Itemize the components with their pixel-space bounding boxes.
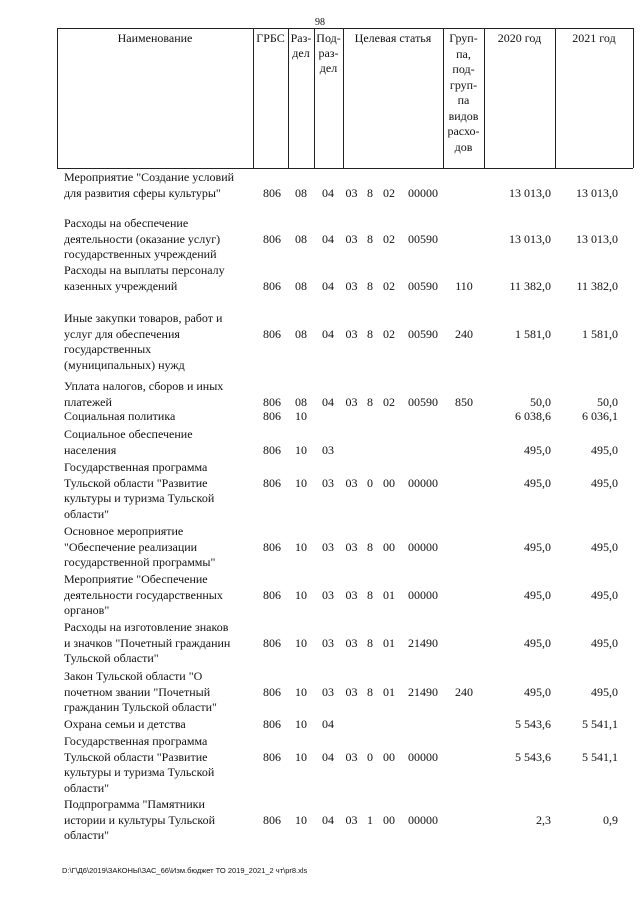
cell-v2020: 495,0 <box>524 475 551 490</box>
cell-grbs: 806 <box>263 394 281 409</box>
row-name <box>64 263 249 294</box>
cell-rz: 10 <box>295 749 307 764</box>
cell-v2021: 5 541,1 <box>582 749 618 764</box>
cell-c1: 03 <box>345 394 358 409</box>
cell-vr: 240 <box>455 326 473 341</box>
cell-grbs: 806 <box>263 475 281 490</box>
cell-c3: 01 <box>383 587 395 602</box>
cell-pr: 04 <box>322 185 334 200</box>
row-name <box>64 170 249 201</box>
cell-c1: 03 <box>345 684 358 699</box>
row-name-line: населения <box>64 442 117 457</box>
row-name <box>64 379 249 410</box>
cell-c4: 00000 <box>408 587 438 602</box>
row-name <box>64 572 249 619</box>
cell-pr: 04 <box>322 231 334 246</box>
cell-c4: 00000 <box>408 812 438 827</box>
row-name-line: Расходы на обеспечение <box>64 216 189 230</box>
cell-v2021: 495,0 <box>591 539 618 554</box>
cell-grbs: 806 <box>263 812 281 827</box>
cell-grbs: 806 <box>263 587 281 602</box>
header-razdel: Раз- дел <box>290 31 312 60</box>
row-name-line: Социальное обеспечение <box>64 427 193 441</box>
row-name-line: для развития сферы культуры" <box>64 185 221 200</box>
row-name-line: "Обеспечение реализации <box>64 539 198 554</box>
cell-rz: 10 <box>295 812 307 827</box>
cell-c3: 02 <box>383 326 395 341</box>
cell-c1: 03 <box>345 635 358 650</box>
cell-c2: 8 <box>367 231 373 246</box>
row-name-line: Мероприятие "Создание условий <box>64 170 235 184</box>
row-name-line: Иные закупки товаров, работ и <box>64 311 223 325</box>
row-name <box>64 524 249 571</box>
cell-c2: 8 <box>367 326 373 341</box>
cell-c4: 00000 <box>408 539 438 554</box>
cell-c2: 8 <box>367 394 373 409</box>
cell-pr: 04 <box>322 278 334 293</box>
cell-c3: 00 <box>383 539 395 554</box>
cell-grbs: 806 <box>263 717 281 731</box>
row-name-line: Тульской области" <box>64 651 159 665</box>
row-name-line: Расходы на выплаты персоналу <box>64 263 225 277</box>
cell-v2020: 495,0 <box>524 442 551 457</box>
cell-c3: 01 <box>383 684 395 699</box>
cell-pr: 03 <box>322 442 334 457</box>
row-name-line: услуг для обеспечения <box>64 326 180 341</box>
cell-v2021: 5 541,1 <box>582 717 618 731</box>
cell-grbs: 806 <box>263 749 281 764</box>
cell-pr: 03 <box>322 475 334 490</box>
cell-c3: 00 <box>383 749 395 764</box>
row-name <box>64 717 249 733</box>
cell-pr: 03 <box>322 684 334 699</box>
row-name-line: государственных учреждений <box>64 247 217 261</box>
row-name-line: (муниципальных) нужд <box>64 357 185 372</box>
row-name-line: области" <box>64 828 110 842</box>
header-podrazdel: Под- раз- дел <box>316 31 341 75</box>
cell-c2: 0 <box>367 749 373 764</box>
row-name-line: Мероприятие "Обеспечение <box>64 572 208 586</box>
cell-c1: 03 <box>345 231 358 246</box>
row-name-line: Охрана семьи и детства <box>64 717 186 731</box>
cell-c3: 00 <box>383 475 395 490</box>
cell-v2020: 495,0 <box>524 684 551 699</box>
cell-grbs: 806 <box>263 326 281 341</box>
cell-v2021: 13 013,0 <box>576 185 618 200</box>
cell-c1: 03 <box>345 185 358 200</box>
row-name-line: и значков "Почетный гражданин <box>64 635 231 650</box>
cell-c1: 03 <box>345 326 358 341</box>
row-name-line: истории и культуры Тульской <box>64 812 216 827</box>
cell-v2020: 495,0 <box>524 635 551 650</box>
header-name: Наименование <box>117 31 193 45</box>
cell-c1: 03 <box>345 475 358 490</box>
cell-grbs: 806 <box>263 635 281 650</box>
cell-grbs: 806 <box>263 185 281 200</box>
row-name <box>64 216 249 263</box>
cell-pr: 03 <box>322 587 334 602</box>
cell-pr: 04 <box>322 749 334 764</box>
cell-grbs: 806 <box>263 684 281 699</box>
cell-c1: 03 <box>345 812 358 827</box>
cell-rz: 08 <box>295 231 307 246</box>
cell-v2021: 0,9 <box>603 812 618 827</box>
cell-rz: 08 <box>295 185 307 200</box>
row-name <box>64 734 249 796</box>
cell-c4: 21490 <box>408 684 438 699</box>
cell-v2021: 11 382,0 <box>576 278 618 293</box>
cell-v2020: 1 581,0 <box>515 326 551 341</box>
header-target: Целевая статья <box>354 31 432 45</box>
row-name-line: Тульской области "Развитие <box>64 749 208 764</box>
row-name-line: органов" <box>64 603 110 617</box>
cell-v2020: 6 038,6 <box>515 409 551 423</box>
cell-v2021: 495,0 <box>591 475 618 490</box>
cell-v2020: 5 543,6 <box>515 717 551 731</box>
cell-pr: 04 <box>322 717 334 731</box>
cell-rz: 10 <box>295 635 307 650</box>
row-name-line: Уплата налогов, сборов и иных <box>64 379 224 393</box>
cell-c4: 00590 <box>408 278 438 293</box>
cell-rz: 10 <box>295 717 307 731</box>
row-name-line: Основное мероприятие <box>64 524 184 538</box>
header-2020: 2020 год <box>497 31 542 45</box>
cell-v2020: 5 543,6 <box>515 749 551 764</box>
row-name-line: Тульской области "Развитие <box>64 475 208 490</box>
cell-c4: 21490 <box>408 635 438 650</box>
row-name-line: деятельности (оказание услуг) <box>64 231 221 246</box>
cell-v2020: 11 382,0 <box>509 278 551 293</box>
cell-rz: 10 <box>295 587 307 602</box>
cell-pr: 04 <box>322 812 334 827</box>
row-name <box>64 311 249 373</box>
row-name-line: гражданин Тульской области" <box>64 700 217 714</box>
cell-pr: 04 <box>322 394 334 409</box>
cell-c2: 8 <box>367 185 373 200</box>
cell-c1: 03 <box>345 278 358 293</box>
row-name-line: деятельности государственных <box>64 587 223 602</box>
cell-c1: 03 <box>345 539 358 554</box>
cell-v2020: 13 013,0 <box>509 185 551 200</box>
cell-c2: 1 <box>367 812 373 827</box>
row-name-line: культуры и туризма Тульской <box>64 765 215 779</box>
cell-c3: 02 <box>383 278 395 293</box>
cell-rz: 08 <box>295 326 307 341</box>
row-name-line: почетном звании "Почетный <box>64 684 211 699</box>
cell-v2021: 6 036,1 <box>582 409 618 423</box>
header-group: Груп- па, под- груп- па видов расхо- дов <box>447 31 480 154</box>
row-name-line: области" <box>64 506 110 521</box>
row-name-line: Государственная программа <box>64 734 208 748</box>
cell-v2021: 50,0 <box>597 394 618 409</box>
cell-v2020: 2,3 <box>536 812 551 827</box>
cell-grbs: 806 <box>263 278 281 293</box>
cell-v2021: 495,0 <box>591 635 618 650</box>
cell-c3: 01 <box>383 635 395 650</box>
row-name <box>64 797 249 844</box>
cell-grbs: 806 <box>263 409 281 423</box>
footer-file-path: D:\Г\Д6\2019\ЗАКОНЫ\ЗАС_66\Изм.бюджет ТО 2019_2021_2 чт\pr8.xls <box>62 866 308 875</box>
cell-c4: 00590 <box>408 231 438 246</box>
row-name-line: государственной программы" <box>64 555 216 569</box>
cell-c3: 02 <box>383 185 395 200</box>
cell-grbs: 806 <box>263 539 281 554</box>
cell-rz: 10 <box>295 539 307 554</box>
row-name-line: Подпрограмма "Памятники <box>64 797 205 811</box>
row-name <box>64 669 249 716</box>
header-2021: 2021 год <box>572 31 616 45</box>
cell-vr: 850 <box>455 394 473 409</box>
cell-v2021: 495,0 <box>591 442 618 457</box>
row-name <box>64 460 249 522</box>
row-name-line: области" <box>64 780 110 795</box>
cell-rz: 10 <box>295 684 307 699</box>
cell-grbs: 806 <box>263 231 281 246</box>
cell-c2: 8 <box>367 278 373 293</box>
page-number: 98 <box>315 17 325 28</box>
cell-c2: 8 <box>367 539 373 554</box>
row-name <box>64 620 249 667</box>
cell-v2020: 50,0 <box>530 394 551 409</box>
cell-pr: 04 <box>322 326 334 341</box>
cell-c2: 8 <box>367 635 373 650</box>
row-name <box>64 409 249 425</box>
cell-rz: 08 <box>295 278 307 293</box>
cell-v2020: 495,0 <box>524 587 551 602</box>
row-name-line: культуры и туризма Тульской <box>64 491 215 505</box>
cell-c1: 03 <box>345 749 358 764</box>
row-name-line: государственных <box>64 342 152 356</box>
cell-c3: 02 <box>383 231 395 246</box>
row-name-line: Социальная политика <box>64 409 176 423</box>
cell-grbs: 806 <box>263 442 281 457</box>
cell-c2: 8 <box>367 587 373 602</box>
cell-pr: 03 <box>322 539 334 554</box>
cell-rz: 10 <box>295 409 307 423</box>
cell-c4: 00000 <box>408 749 438 764</box>
row-name-line: Расходы на изготовление знаков <box>64 620 229 634</box>
cell-v2021: 13 013,0 <box>576 231 618 246</box>
cell-v2020: 495,0 <box>524 539 551 554</box>
cell-rz: 08 <box>295 394 307 409</box>
row-name-line: казенных учреждений <box>64 278 178 293</box>
cell-vr: 240 <box>455 684 473 699</box>
cell-c3: 00 <box>383 812 395 827</box>
header-grbs: ГРБС <box>256 31 285 45</box>
cell-c4: 00590 <box>408 394 438 409</box>
cell-pr: 03 <box>322 635 334 650</box>
cell-v2021: 1 581,0 <box>582 326 618 341</box>
cell-v2020: 13 013,0 <box>509 231 551 246</box>
cell-c2: 8 <box>367 684 373 699</box>
cell-c2: 0 <box>367 475 373 490</box>
cell-c3: 02 <box>383 394 395 409</box>
cell-c4: 00000 <box>408 185 438 200</box>
cell-vr: 110 <box>455 278 473 293</box>
row-name-line: Закон Тульской области "О <box>64 669 203 683</box>
row-name <box>64 427 249 458</box>
cell-c4: 00000 <box>408 475 438 490</box>
row-name-line: Государственная программа <box>64 460 208 474</box>
cell-v2021: 495,0 <box>591 587 618 602</box>
cell-c1: 03 <box>345 587 358 602</box>
cell-rz: 10 <box>295 442 307 457</box>
cell-rz: 10 <box>295 475 307 490</box>
cell-v2021: 495,0 <box>591 684 618 699</box>
row-name-line: платежей <box>64 394 112 409</box>
cell-c4: 00590 <box>408 326 438 341</box>
